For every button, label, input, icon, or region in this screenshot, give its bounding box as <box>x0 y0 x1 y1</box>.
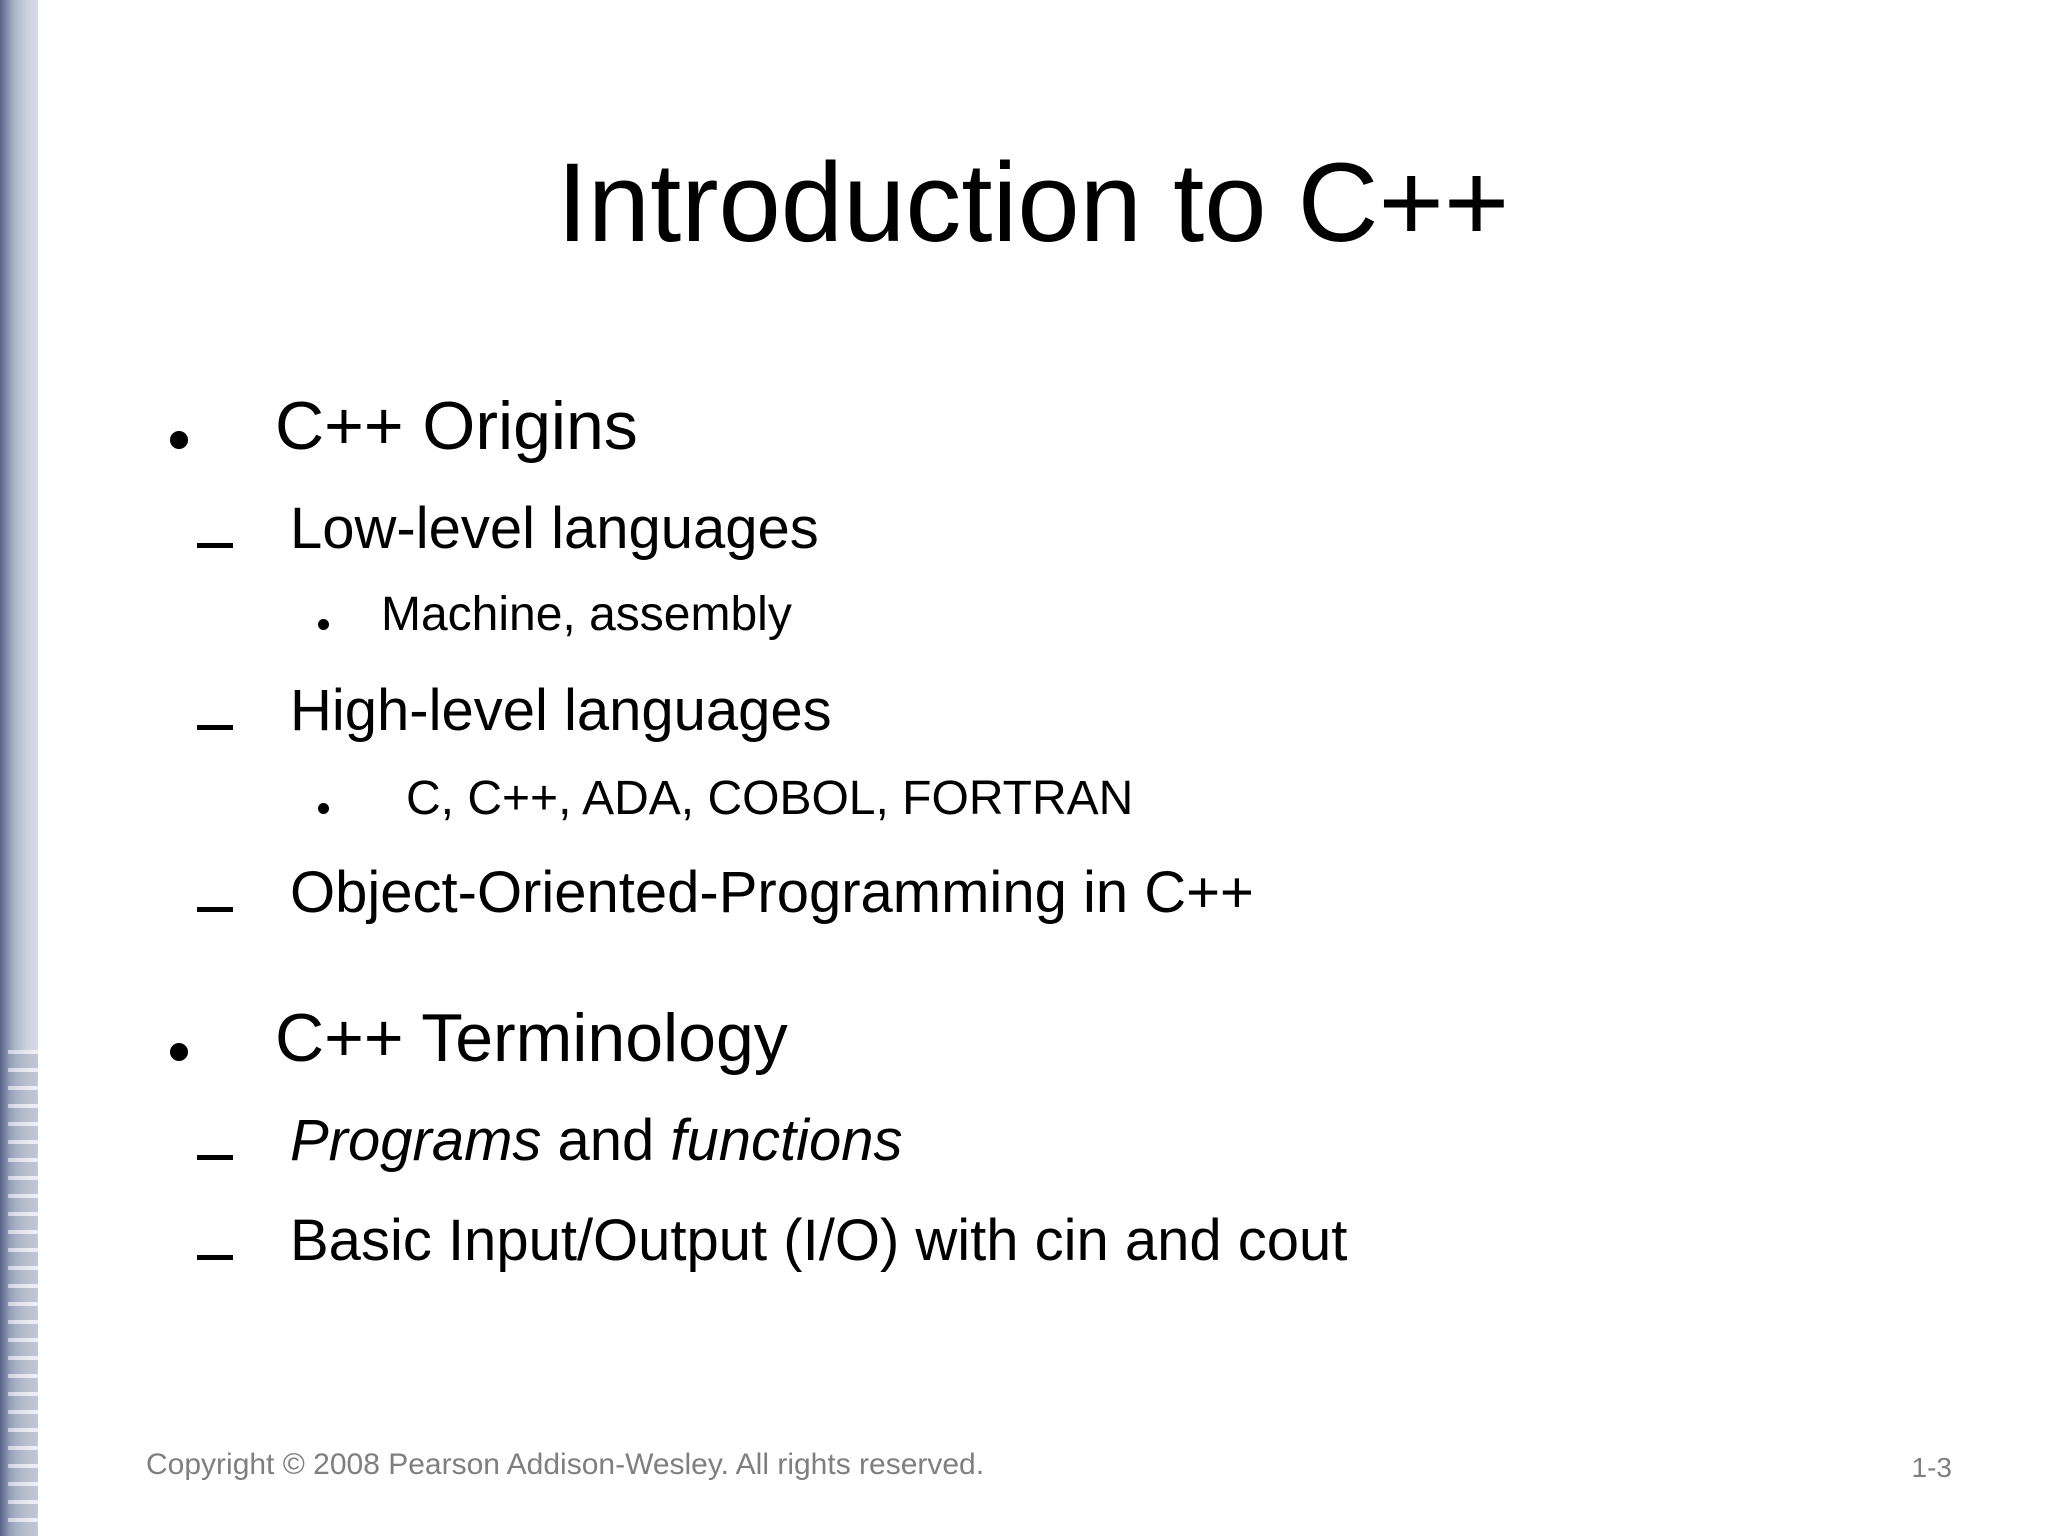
dash-icon <box>197 1155 233 1160</box>
page-number: 1-3 <box>1911 1452 1952 1483</box>
slide <box>38 0 2048 1536</box>
sub-bullet-text <box>290 1106 903 1176</box>
sub-sub-bullet-text: Machine, assembly <box>381 588 792 641</box>
bullet-icon <box>318 619 329 630</box>
sub-bullet-text: Object-Oriented-Programming in C++ <box>290 860 1254 925</box>
slide-title: Introduction to C++ <box>556 140 1510 265</box>
dash-icon <box>197 543 233 548</box>
dash-icon <box>197 725 233 730</box>
copyright-footer: Copyright © 2008 Pearson Addison-Wesley. All rights reserved. <box>146 1448 985 1481</box>
bullet-text: C++ Origins <box>275 388 638 464</box>
functions-term: functions <box>670 1108 903 1173</box>
slide-side-decoration <box>0 0 38 1536</box>
programs-term: Programs <box>290 1108 542 1173</box>
bullet-icon <box>170 431 188 449</box>
side-stripe-pattern <box>8 1050 38 1536</box>
sub-sub-bullet-text: C, C++, ADA, COBOL, FORTRAN <box>406 772 1134 825</box>
sub-bullet-text: High-level languages <box>290 678 832 743</box>
bullet-text: C++ Terminology <box>275 1000 788 1076</box>
dash-icon <box>197 907 233 912</box>
dash-icon <box>197 1255 233 1260</box>
sub-bullet-text: Low-level languages <box>290 496 819 561</box>
sub-bullet-text: Basic Input/Output (I/O) with cin and cout <box>290 1208 1348 1273</box>
bullet-icon <box>170 1043 188 1061</box>
conjunction-text: and <box>541 1108 671 1173</box>
bullet-icon <box>318 803 329 814</box>
